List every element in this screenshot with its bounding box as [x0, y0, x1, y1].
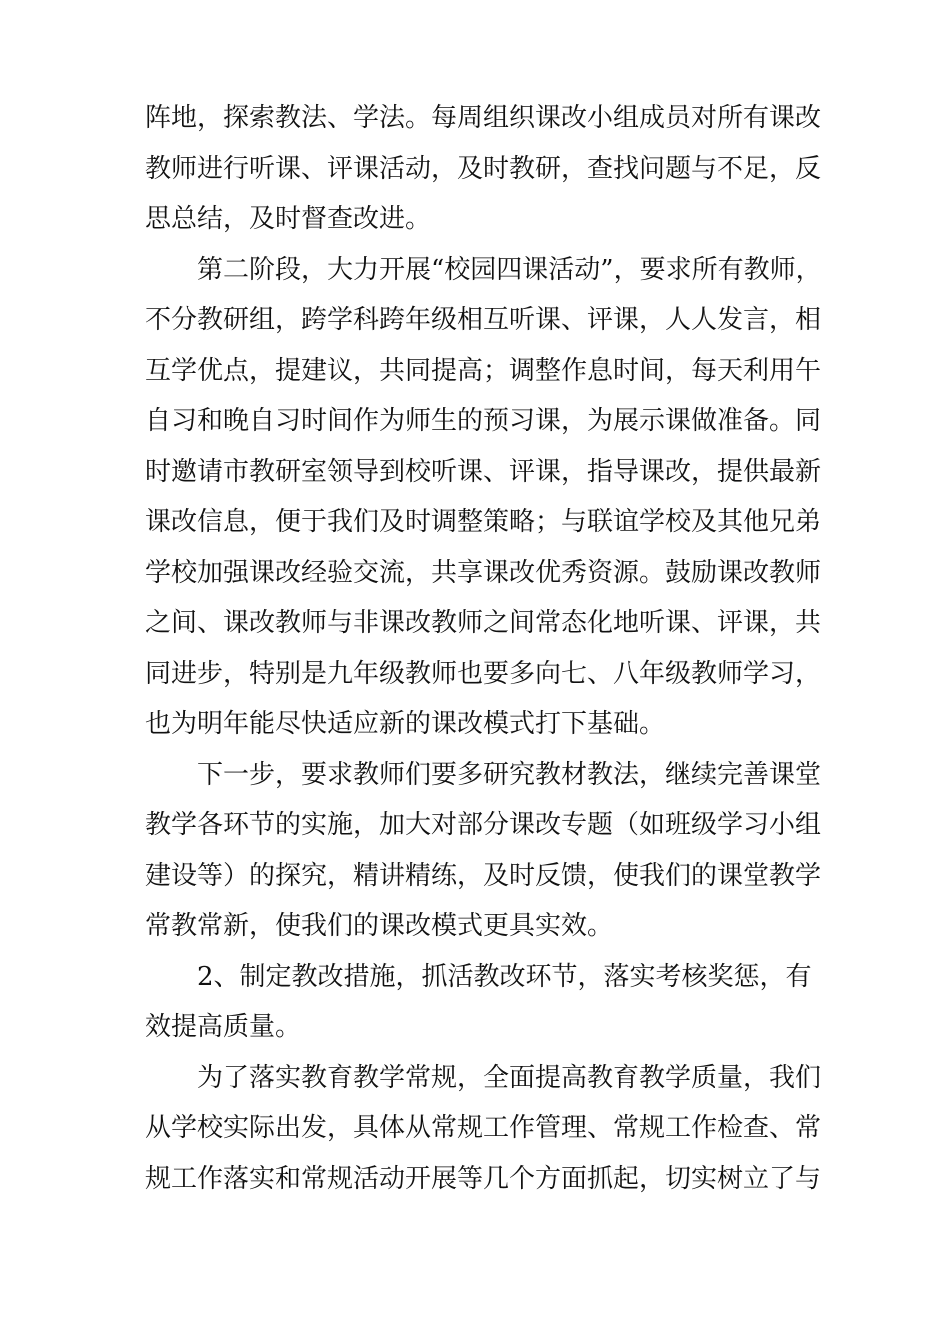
text-line: 教师进行听课、评课活动，及时教研，查找问题与不足，反	[145, 153, 822, 184]
text-line: 学校加强课改经验交流，共享课改优秀资源。鼓励课改教师	[145, 557, 822, 588]
text-line: 同进步，特别是九年级教师也要多向七、八年级教师学习，	[145, 658, 822, 689]
text-line: 规工作落实和常规活动开展等几个方面抓起，切实树立了与	[145, 1163, 822, 1194]
text-line: 之间、课改教师与非课改教师之间常态化地听课、评课，共	[145, 608, 822, 638]
text-line: 从学校实际出发，具体从常规工作管理、常规工作检查、常	[145, 1113, 822, 1143]
text-line: 2、制定教改措施，抓活教改环节，落实考核奖惩，有	[197, 961, 812, 992]
text-line: 阵地，探索教法、学法。每周组织课改小组成员对所有课改	[145, 103, 822, 133]
text-line: 下一步，要求教师们要多研究教材教法，继续完善课堂	[197, 759, 822, 790]
text-line: 教学各环节的实施，加大对部分课改专题（如班级学习小组	[145, 810, 822, 840]
text-line: 自习和晚自习时间作为师生的预习课，为展示课做准备。同	[145, 406, 822, 436]
text-line: 互学优点，提建议，共同提高；调整作息时间，每天利用午	[145, 355, 822, 386]
text-line: 思总结，及时督查改进。	[145, 204, 432, 234]
text-line: 常教常新，使我们的课改模式更具实效。	[145, 911, 614, 941]
text-line: 效提高质量。	[145, 1012, 302, 1042]
text-line: 时邀请市教研室领导到校听课、评课，指导课改，提供最新	[145, 456, 822, 487]
text-line: 第二阶段，大力开展“校园四课活动”，要求所有教师，	[197, 254, 822, 285]
body-text	[145, 93, 822, 1204]
text-line: 为了落实教育教学常规，全面提高教育教学质量，我们	[197, 1062, 822, 1093]
text-line: 建设等）的探究，精讲精练，及时反馈，使我们的课堂教学	[145, 860, 822, 891]
text-line: 课改信息，便于我们及时调整策略；与联谊学校及其他兄弟	[145, 507, 822, 537]
text-line: 不分教研组，跨学科跨年级相互听课、评课，人人发言，相	[145, 305, 822, 335]
text-line: 也为明年能尽快适应新的课改模式打下基础。	[145, 709, 666, 739]
